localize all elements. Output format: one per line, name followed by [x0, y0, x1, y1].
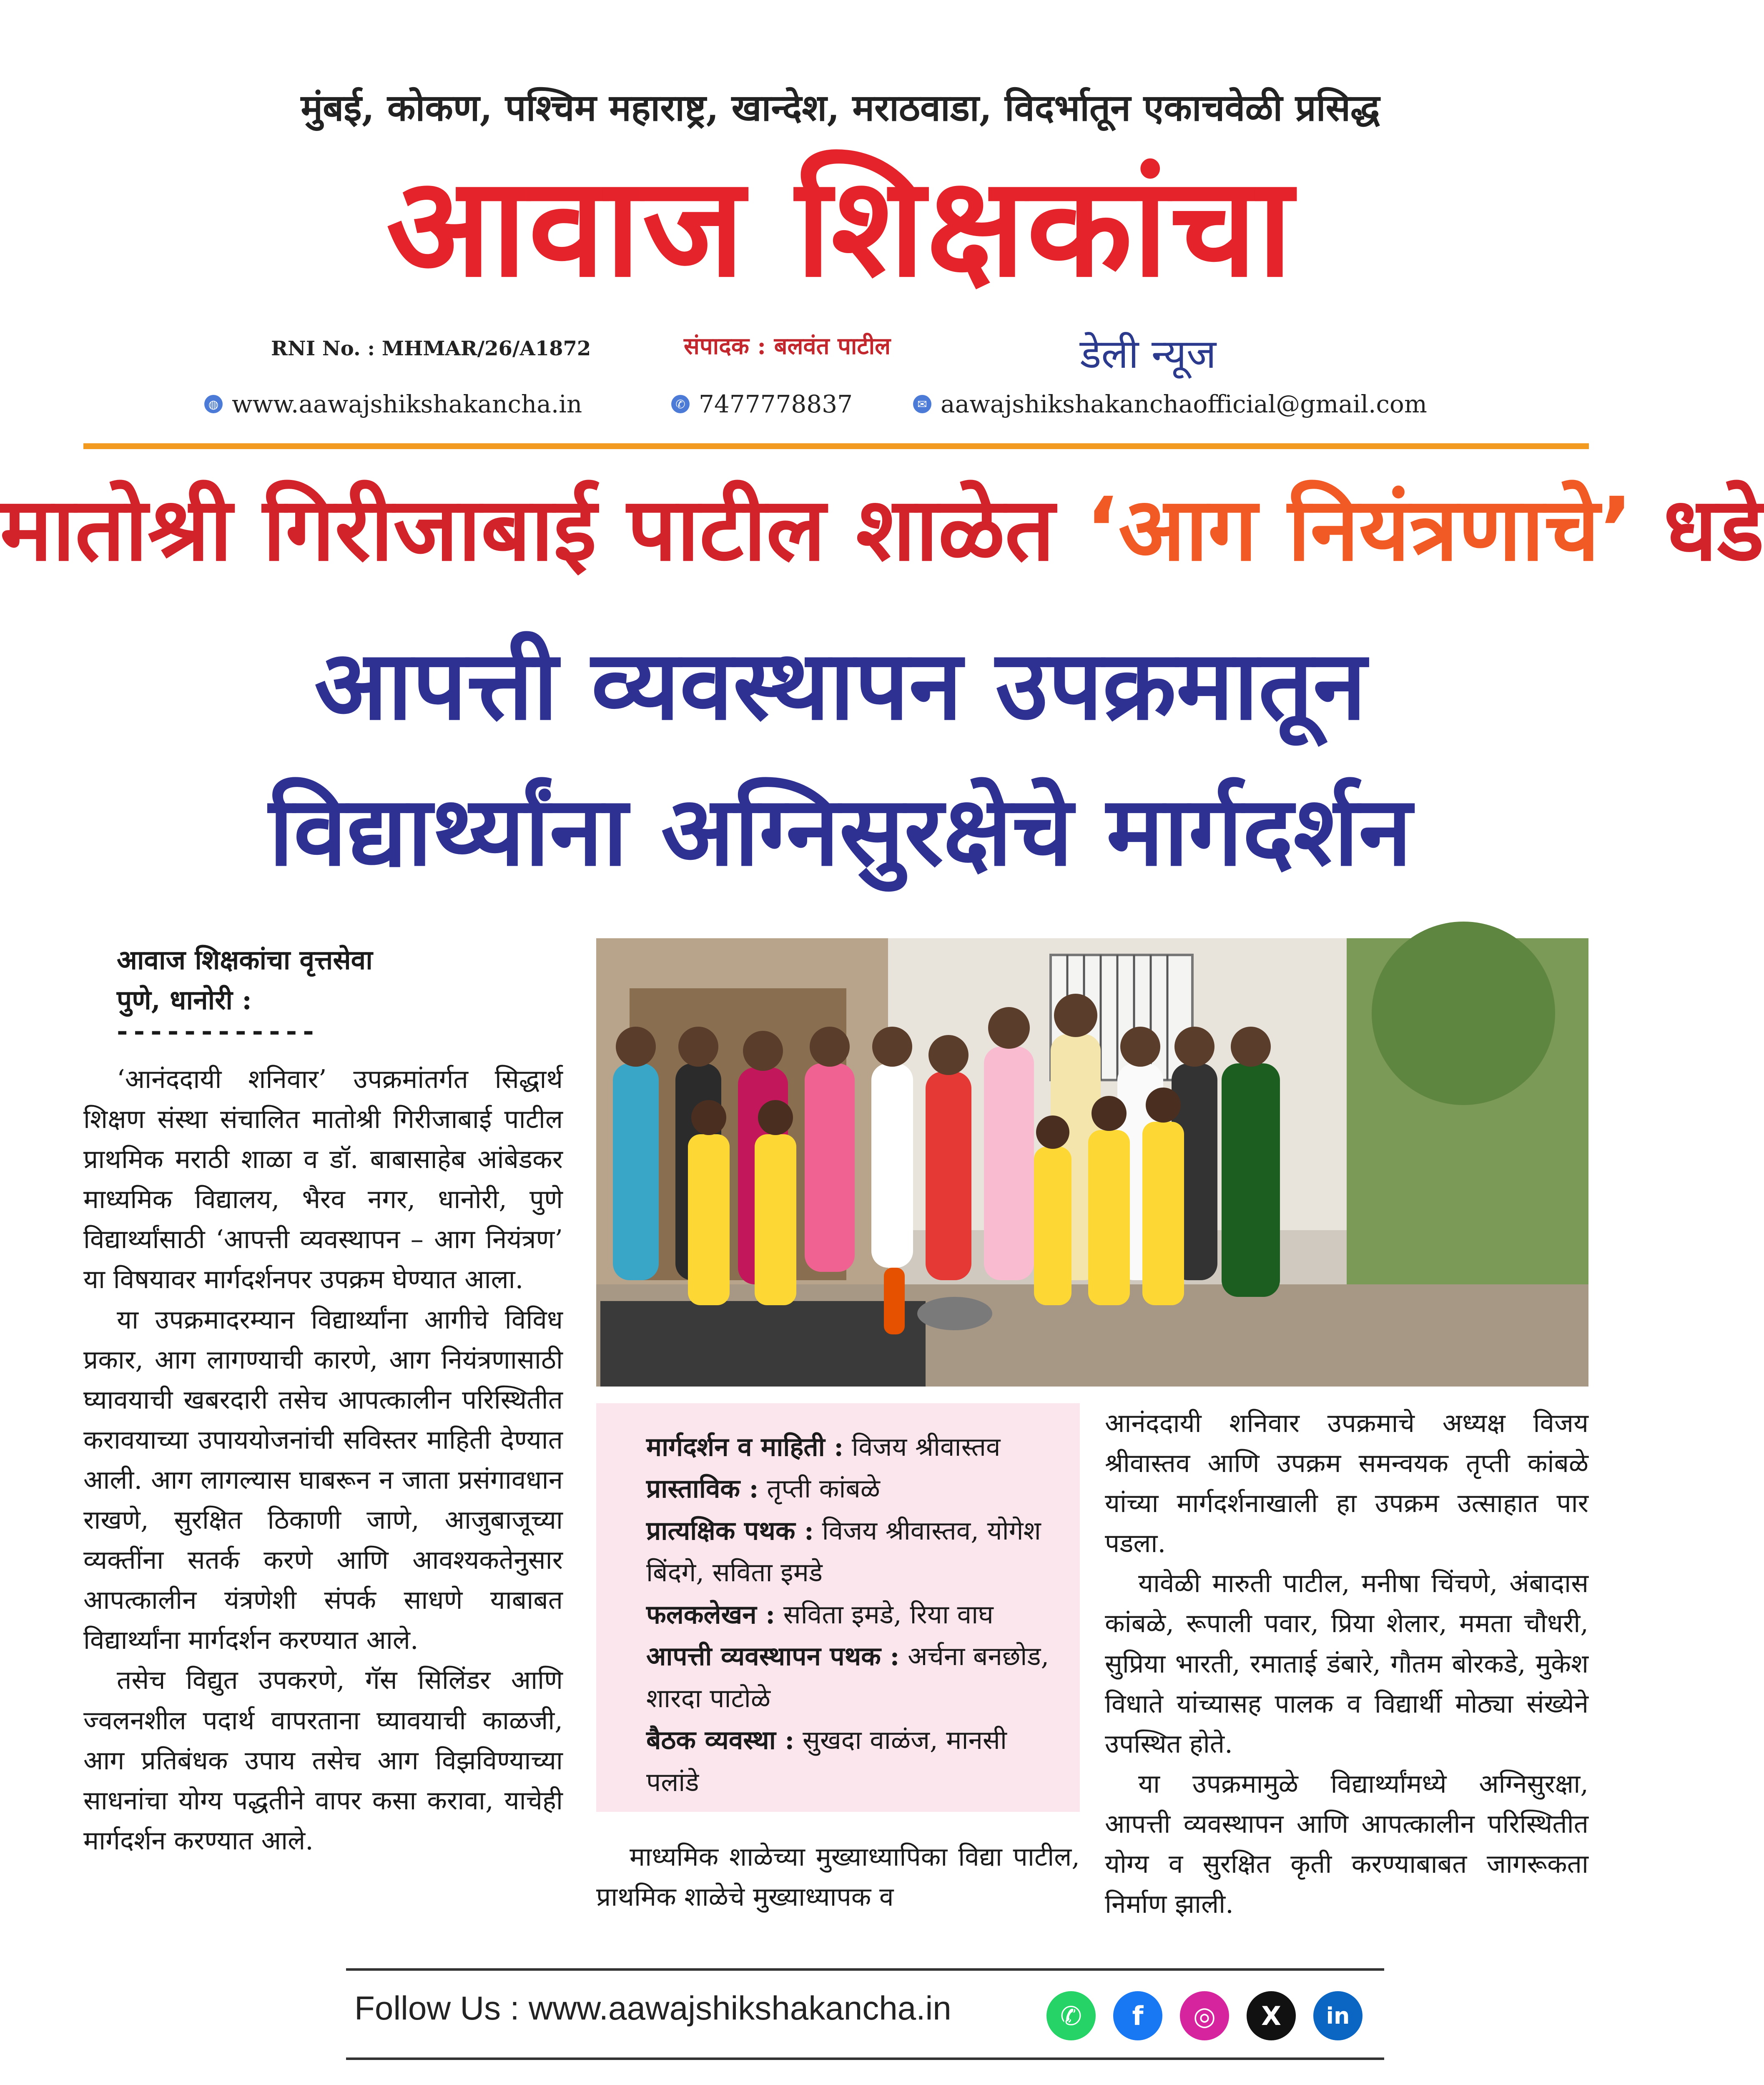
- daily-news-label: डेली न्यूज: [1080, 331, 1217, 377]
- instagram-icon[interactable]: ◎: [1180, 1991, 1229, 2040]
- rni-number: RNI No. : MHMAR/26/A1872: [271, 337, 591, 360]
- credits-box: [596, 1403, 1080, 1812]
- credit-value: विजय श्रीवास्तव: [843, 1432, 1001, 1462]
- event-photo: [596, 938, 1588, 1387]
- credit-row: [646, 1510, 1055, 1594]
- website-contact[interactable]: [204, 390, 582, 418]
- follow-us-link[interactable]: Follow Us : www.aawajshikshakancha.in: [354, 1990, 951, 2027]
- masthead-logo: आवाज शिक्षकांचा: [386, 147, 1295, 307]
- whatsapp-icon[interactable]: ✆: [1046, 1991, 1096, 2040]
- facebook-icon[interactable]: f: [1113, 1991, 1162, 2040]
- x-icon[interactable]: X: [1247, 1991, 1296, 2040]
- credit-label: बैठक व्यवस्था :: [646, 1725, 795, 1756]
- credit-row: [646, 1468, 1055, 1510]
- article-paragraph: या उपक्रमामुळे विद्यार्थ्यांमध्ये अग्निसुरक्षा, आपत्ती व्यवस्थापन आणि आपत्कालीन परिस्थितीत योग्य व सुरक्षित कृती करण्याबाबत जागरूकता निर्माण झाली.: [1105, 1768, 1588, 1919]
- headline-main-pre: मातोश्री गिरीजाबाई पाटील शाळेत: [0, 478, 1085, 580]
- article-paragraph: यावेळी मारुती पाटील, मनीषा चिंचणे, अंबादास कांबळे, रूपाली पवार, प्रिया शेलार, ममता चौधरी, सुप्रिया भारती, रमाताई डंबारे, गौतम बोरकडे, मुकेश विधाते यांच्यासह पालक व विद्यार्थी मोठ्या संख्येने उपस्थित होते.: [1105, 1568, 1588, 1759]
- linkedin-icon[interactable]: in: [1313, 1991, 1363, 2040]
- credit-label: प्रास्ताविक :: [646, 1473, 759, 1504]
- article-column-3: [1105, 1403, 1588, 1924]
- mail-icon: ✉: [913, 395, 931, 413]
- fire-pan: [917, 1297, 992, 1330]
- headline-main: [0, 478, 1764, 580]
- credit-value: सविता इमडे, रिया वाघ: [775, 1599, 994, 1630]
- credit-value: अर्चना बनछोड, शारदा पाटोळे: [646, 1641, 1049, 1713]
- email-contact[interactable]: [913, 390, 1427, 418]
- byline-dashes: ------------: [117, 1015, 320, 1047]
- article-paragraph: या उपक्रमादरम्यान विद्यार्थ्यांना आगीचे विविध प्रकार, आग लागण्याची कारणे, आग नियंत्रणासाठी घ्यावयाची खबरदारी तसेच आपत्कालीन परिस्थितीत करावयाच्या उपाययोजनांची सविस्तर माहिती देण्यात आली. आग लागल्यास घाबरून न जाता प्रसंगावधान राखणे, सुरक्षित ठिकाणी जाणे, आजुबाजूच्या व्यक्तींना सतर्क करणे आणि आवश्यकतेनुसार आपत्कालीन यंत्रणेशी संपर्क साधणे याबाबत विद्यार्थ्यांना मार्गदर्शन करण्यात आले.: [83, 1304, 563, 1655]
- email-text[interactable]: aawajshikshakanchaofficial@gmail.com: [941, 390, 1427, 418]
- article-paragraph: आनंददायी शनिवार उपक्रमाचे अध्यक्ष विजय श्रीवास्तव आणि उपक्रम समन्वयक तृप्ती कांबळे यांच्या मार्गदर्शनाखाली हा उपक्रम उत्साहात पार पडला.: [1105, 1408, 1588, 1559]
- article-column-2: [596, 1837, 1080, 1917]
- globe-icon: ◍: [204, 395, 223, 413]
- credit-label: मार्गदर्शन व माहिती :: [646, 1432, 844, 1462]
- website-text[interactable]: www.aawajshikshakancha.in: [232, 390, 582, 418]
- article-paragraph: माध्यमिक शाळेच्या मुख्याध्यापिका विद्या पाटील, प्राथमिक शाळेचे मुख्याध्यापक व: [596, 1841, 1080, 1912]
- credit-row: [646, 1426, 1055, 1468]
- phone-contact[interactable]: [671, 390, 853, 418]
- header-divider: [83, 443, 1589, 449]
- credit-label: प्रात्यक्षिक पथक :: [646, 1515, 814, 1546]
- tagline: मुंबई, कोकण, पश्चिम महाराष्ट्र, खान्देश, मराठवाडा, विदर्भातून एकाचवेळी प्रसिद्ध: [301, 86, 1380, 129]
- article-column-1: [83, 1059, 563, 1861]
- fire-extinguisher: [884, 1268, 905, 1334]
- credit-value: सुखदा वाळंज, मानसी पलांडे: [646, 1725, 1007, 1797]
- headline-sub-line2: विद्यार्थ्यांना अग्निसुरक्षेचे मार्गदर्शन: [268, 776, 1412, 887]
- editor-name: संपादक : बलवंत पाटील: [684, 332, 891, 360]
- phone-icon: ✆: [671, 395, 690, 413]
- credit-label: फलकलेखन :: [646, 1599, 775, 1630]
- credit-label: आपत्ती व्यवस्थापन पथक :: [646, 1641, 900, 1672]
- byline-service: आवाज शिक्षकांचा वृत्तसेवा: [117, 945, 373, 976]
- article-paragraph: ‘आनंददायी शनिवार’ उपक्रमांतर्गत सिद्धार्थ शिक्षण संस्था संचालित मातोश्री गिरीजाबाई पाटील प्राथमिक मराठी शाळा व डॉ. बाबासाहेब आंबेडकर माध्यमिक विद्यालय, भैरव नगर, धानोरी, पुणे विद्यार्थ्यांसाठी ‘आपत्ती व्यवस्थापन – आग नियंत्रण’ या विषयावर मार्गदर्शनपर उपक्रम घेण्यात आला.: [83, 1064, 563, 1295]
- byline-place: पुणे, धानोरी :: [117, 985, 252, 1016]
- group-photo-illustration: [596, 938, 1588, 1387]
- people-group: [613, 994, 1280, 1305]
- article-paragraph: तसेच विद्युत उपकरणे, गॅस सिलिंडर आणि ज्वलनशील पदार्थ वापरताना घ्यावयाची काळजी, आग प्रतिबंधक उपाय तसेच आग विझविण्याच्या साधनांचा योग्य पद्धतीने वापर कसा करावा, याचेही मार्गदर्शन करण्यात आले.: [83, 1665, 563, 1856]
- credit-row: [646, 1594, 1055, 1635]
- phone-text[interactable]: 7477778837: [699, 390, 853, 418]
- credit-row: [646, 1719, 1055, 1803]
- credit-row: [646, 1635, 1055, 1719]
- byline: [117, 940, 373, 1020]
- headline-main-quote: ‘आग नियंत्रणाचे’: [1085, 478, 1633, 580]
- headline-sub-line1: आपत्ती व्यवस्थापन उपक्रमातून: [314, 630, 1367, 741]
- credit-value: विजय श्रीवास्तव, योगेश बिंदगे, सविता इमडे: [646, 1515, 1041, 1588]
- headline-main-post: धडे: [1633, 478, 1764, 580]
- credit-value: तृप्ती कांबळे: [758, 1473, 880, 1504]
